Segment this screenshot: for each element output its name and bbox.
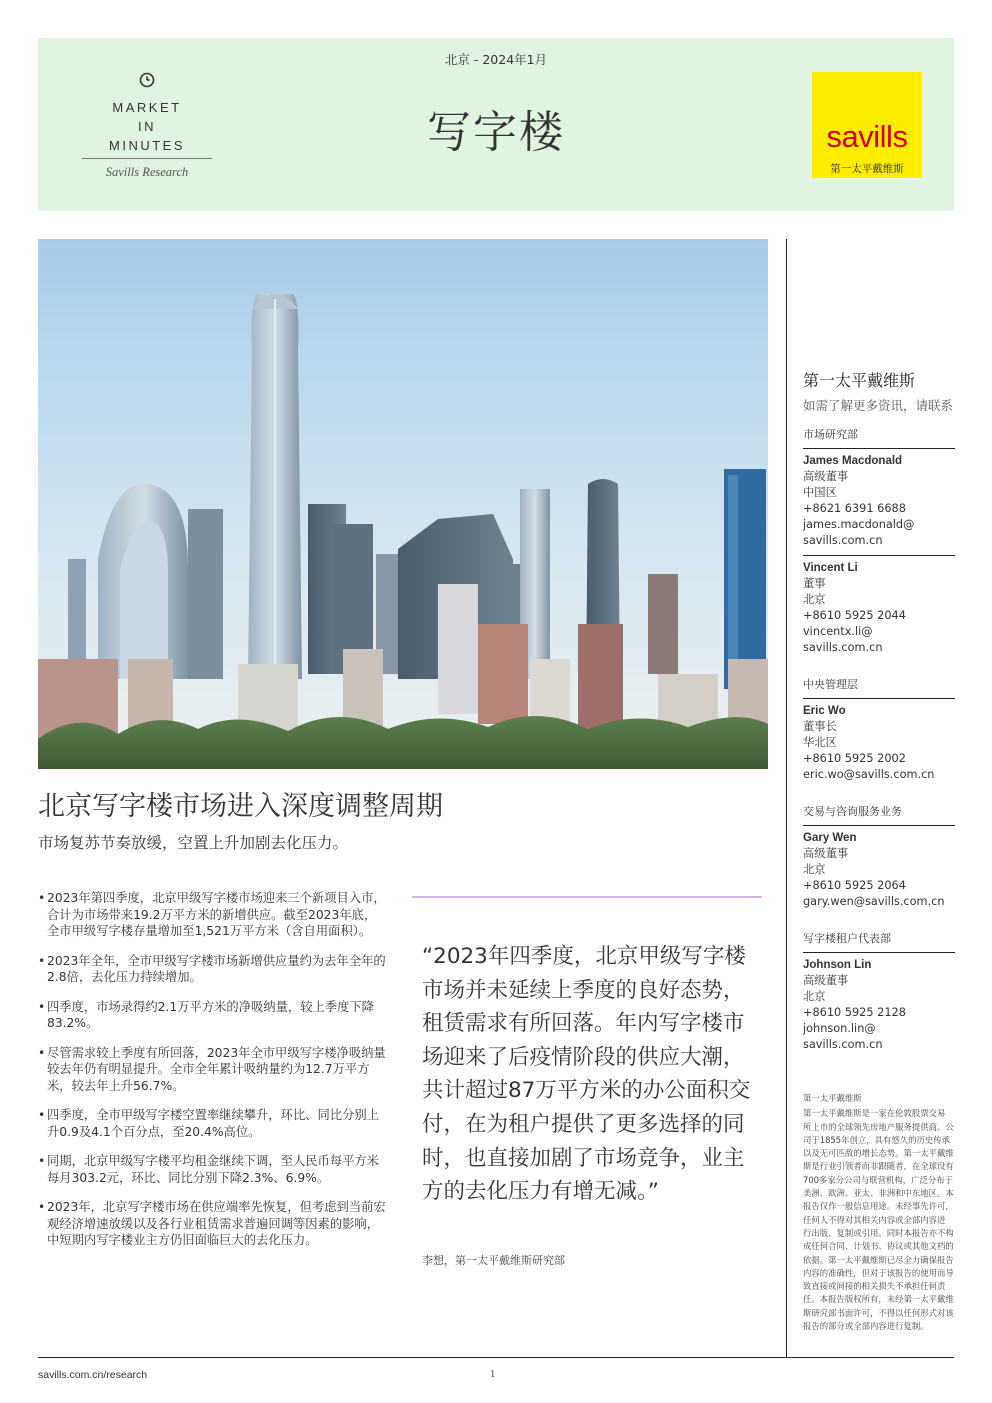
about-line: 所上市的全球领先房地产服务提供商。公 [803,1121,954,1132]
contact-title: 高级董事 [803,847,849,860]
contact-email[interactable]: james.macdonald@ [803,518,915,531]
savills-logo[interactable] [812,72,922,178]
key-point: • 2023年，北京写字楼市场在供应端率先恢复，但考虑到当前宏观经济增速放缓以及各行业租赁需求普遍回调等因素的影响，中短期内写字楼业主方仍旧面临巨大的去化压力。 [38,1199,388,1249]
footer-research-link[interactable]: savills.com.cn/research [38,1369,148,1381]
contact-email[interactable]: eric.wo@savills.com.cn [803,768,935,781]
key-points-list [38,890,388,1262]
quote-rule [412,896,762,898]
about-line: 报告仅作一般信息用途。未经事先许可， [803,1201,954,1212]
report-title: 写字楼 [427,107,565,158]
key-point: • 2023年全年，全市甲级写字楼市场新增供应量约为去年全年的2.8倍，去化压力持续增加。 [38,953,388,986]
contact-region: 北京 [803,990,826,1003]
contact-email[interactable]: vincentx.li@ [803,625,873,638]
contact-name: Vincent Li [803,562,858,574]
contact-region: 北京 [803,863,826,876]
contact-email-domain[interactable]: savills.com.cn [803,534,883,547]
contact-phone[interactable]: +8610 5925 2064 [803,879,906,892]
logo-chinese-name: 第一太平戴维斯 [830,163,904,175]
beijing-skyline-photo [38,239,768,769]
pull-quote: “2023年四季度，北京甲级写字楼市场并未延续上季度的良好态势，租赁需求有所回落。年内写字楼市场迎来了后疫情阶段的供应大潮，共计超过87万平方米的办公面积交付，在为租户提供了更多选择的同时，也直接加剧了市场竞争，业主方的去化压力有增无减。” [422,944,751,1205]
contact-card [803,449,955,556]
contact-phone[interactable]: +8610 5925 2128 [803,1006,906,1019]
sidebar-divider [786,239,787,1358]
about-line: 致直接或间接的相关损失不承担任何责 [803,1281,946,1292]
contact-phone[interactable]: +8610 5925 2044 [803,609,906,622]
about-savills-disclaimer [803,1092,955,1333]
article-subhead: 市场复苏节奏放缓，空置上升加剧去化压力。 [38,834,349,852]
contact-name: James Macdonald [803,455,903,467]
key-point: • 四季度，全市甲级写字楼空置率继续攀升，环比、同比分别上升0.9及4.1个百分点，至20.4%高位。 [38,1107,388,1140]
contact-card [803,556,955,662]
page-number: 1 [490,1369,496,1380]
logo-wordmark: savills [826,119,908,154]
research-label: Savills Research [105,165,189,179]
about-line: 司于1855年创立，具有悠久的历史传承 [803,1134,950,1145]
department-heading: 中央管理层 [803,676,955,699]
contact-title: 高级董事 [803,470,849,483]
contact-email[interactable]: gary.wen@savills.com.cn [803,895,945,908]
series-word: IN [138,119,156,134]
department-heading: 交易与咨询服务业务 [803,803,955,826]
about-line: 内容的准确性，但对于该报告的使用而导 [803,1267,954,1278]
about-line: 成任何合同、计划书、协议或其他文档的 [803,1241,954,1252]
department-heading: 写字楼租户代表部 [803,930,955,953]
about-line: 美洲、欧洲、亚太、非洲和中东地区。本 [803,1188,954,1199]
contact-sidebar [803,368,955,1059]
contact-title: 高级董事 [803,974,849,987]
series-word: MARKET [112,100,182,115]
sidebar-intro: 如需了解更多资讯，请联系 [803,398,954,413]
contact-phone[interactable]: +8610 5925 2002 [803,752,906,765]
contact-email[interactable]: johnson.lin@ [803,1022,876,1035]
footer-rule [38,1357,954,1358]
department-heading: 市场研究部 [803,426,955,449]
about-line: 斯研究部书面许可，不得以任何形式对该 [803,1307,954,1318]
header-banner [38,38,954,211]
about-line: 斯是行业引领者而非跟随者，在全球设有 [803,1161,954,1172]
about-line: 任何人不得对其相关内容或全部内容进 [803,1214,946,1225]
contact-name: Eric Wo [803,705,846,717]
contact-title: 董事 [803,577,826,590]
contact-name: Johnson Lin [803,959,872,971]
dateline: 北京 - 2024年1月 [444,52,548,67]
contact-region: 中国区 [803,486,837,499]
contact-email-domain[interactable]: savills.com.cn [803,1038,883,1051]
contact-card [803,953,955,1059]
contact-region: 北京 [803,593,826,606]
clock-icon [139,72,155,88]
about-line: 700多家分公司与联营机构，广泛分布于 [803,1174,953,1185]
about-line: 第一太平戴维斯是一家在伦敦股票交易 [803,1108,946,1119]
key-point: • 四季度，市场录得约2.1万平方米的净吸纳量，较上季度下降83.2%。 [38,999,388,1032]
about-line: 行出版、复制或引用。同时本报告亦不构 [803,1227,954,1238]
contact-region: 华北区 [803,736,837,749]
article-headline: 北京写字楼市场进入深度调整周期 [38,791,443,822]
about-line: 以及无可匹敌的增长态势。第一太平戴维 [803,1148,954,1159]
contact-title: 董事长 [803,720,837,733]
quote-source: 李想，第一太平戴维斯研究部 [422,1254,565,1267]
key-point: • 2023年第四季度，北京甲级写字楼市场迎来三个新项目入市，合计为市场带来19.2万平方米的新增供应。截至2023年底，全市甲级写字楼存量增加至1,521万平方米（含自用面积）。 [38,890,388,940]
about-line: 任。本报告版权所有，未经第一太平戴维 [803,1294,954,1305]
key-point: • 尽管需求较上季度有所回落，2023年全市甲级写字楼净吸纳量较去年仍有明显提升。全市全年累计吸纳量约为12.7万平方米，较去年上升56.7%。 [38,1045,388,1095]
sidebar-org-name: 第一太平戴维斯 [803,371,916,390]
series-word: MINUTES [82,136,212,159]
contact-card [803,826,955,916]
about-line: 报告的部分或全部内容进行复制。 [803,1321,929,1332]
about-line: 依据。第一太平戴维斯已尽全力确保报告 [803,1254,954,1265]
contact-phone[interactable]: +8621 6391 6688 [803,502,906,515]
key-point: • 同期，北京甲级写字楼平均租金继续下调，至人民币每平方米每月303.2元，环比、同比分别下降2.3%、6.9%。 [38,1153,388,1186]
skyline-illustration [38,239,768,769]
contact-name: Gary Wen [803,832,857,844]
contact-email-domain[interactable]: savills.com.cn [803,641,883,654]
contact-card [803,699,955,789]
about-heading: 第一太平戴维斯 [803,1093,862,1103]
